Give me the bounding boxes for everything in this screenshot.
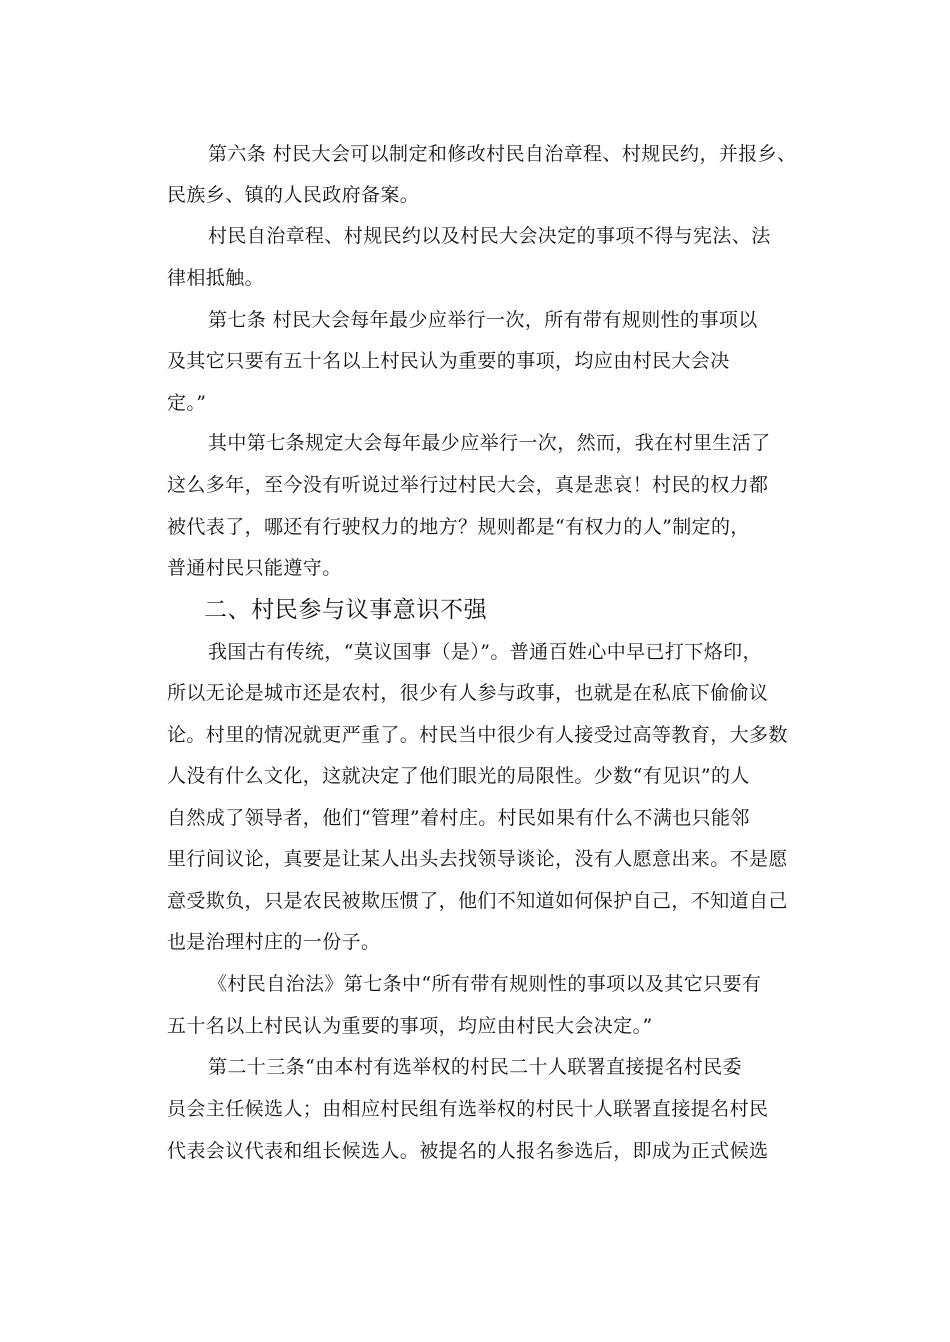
paragraph-line: 员会主任候选人；由相应村民组有选举权的村民十人联署直接提名村民: [167, 1098, 769, 1120]
paragraph-line: 被代表了，哪还有行驶权力的地方？规则都是“有权力的人”制定的，: [167, 516, 750, 538]
paragraph-line: 里行间议论，真要是让某人出头去找领导谈论，没有人愿意出来。不是愿: [167, 848, 788, 870]
paragraph-line: 第二十三条“由本村有选举权的村民二十人联署直接提名村民委: [208, 1056, 742, 1078]
paragraph-line: 五十名以上村民认为重要的事项，均应由村民大会决定。”: [167, 1015, 653, 1037]
paragraph-line: 律相抵触。: [167, 267, 265, 289]
paragraph-line: 这么多年，至今没有听说过举行过村民大会，真是悲哀！村民的权力都: [167, 474, 769, 496]
paragraph-line: 自然成了领导者，他们“管理”着村庄。村民如果有什么不满也只能邻: [167, 807, 750, 829]
paragraph-line: 普通村民只能遵守。: [167, 557, 342, 579]
paragraph-line: 村民自治章程、村规民约以及村民大会决定的事项不得与宪法、法: [208, 225, 771, 247]
paragraph-line: 及其它只要有五十名以上村民认为重要的事项，均应由村民大会决: [167, 350, 730, 372]
paragraph-line: 所以无论是城市还是农村，很少有人参与政事，也就是在私底下偷偷议: [167, 682, 769, 704]
section-heading: 二、村民参与议事意识不强: [204, 597, 488, 623]
paragraph-line: 代表会议代表和组长候选人。被提名的人报名参选后，即成为正式候选: [167, 1140, 769, 1162]
paragraph-line: 其中第七条规定大会每年最少应举行一次，然而，我在村里生活了: [208, 432, 771, 454]
paragraph-line: 意受欺负，只是农民被欺压惯了，他们不知道如何保护自己，不知道自己: [167, 890, 788, 912]
paragraph-line: 我国古有传统，“莫议国事（是）”。普通百姓心中早已打下烙印，: [208, 641, 762, 663]
paragraph-line: 第六条 村民大会可以制定和修改村民自治章程、村规民约，并报乡、: [208, 143, 797, 165]
paragraph-line: 也是治理村庄的一份子。: [167, 931, 381, 953]
paragraph-line: 《村民自治法》第七条中“所有带有规则性的事项以及其它只要有: [208, 973, 762, 995]
paragraph-line: 论。村里的情况就更严重了。村民当中很少有人接受过高等教育，大多数: [167, 724, 788, 746]
paragraph-line: 第七条 村民大会每年最少应举行一次，所有带有规则性的事项以: [208, 309, 758, 331]
paragraph-line: 人没有什么文化，这就决定了他们眼光的局限性。少数“有见识”的人: [167, 765, 750, 787]
paragraph-line: 定。”: [167, 392, 207, 414]
paragraph-line: 民族乡、镇的人民政府备案。: [167, 184, 420, 206]
